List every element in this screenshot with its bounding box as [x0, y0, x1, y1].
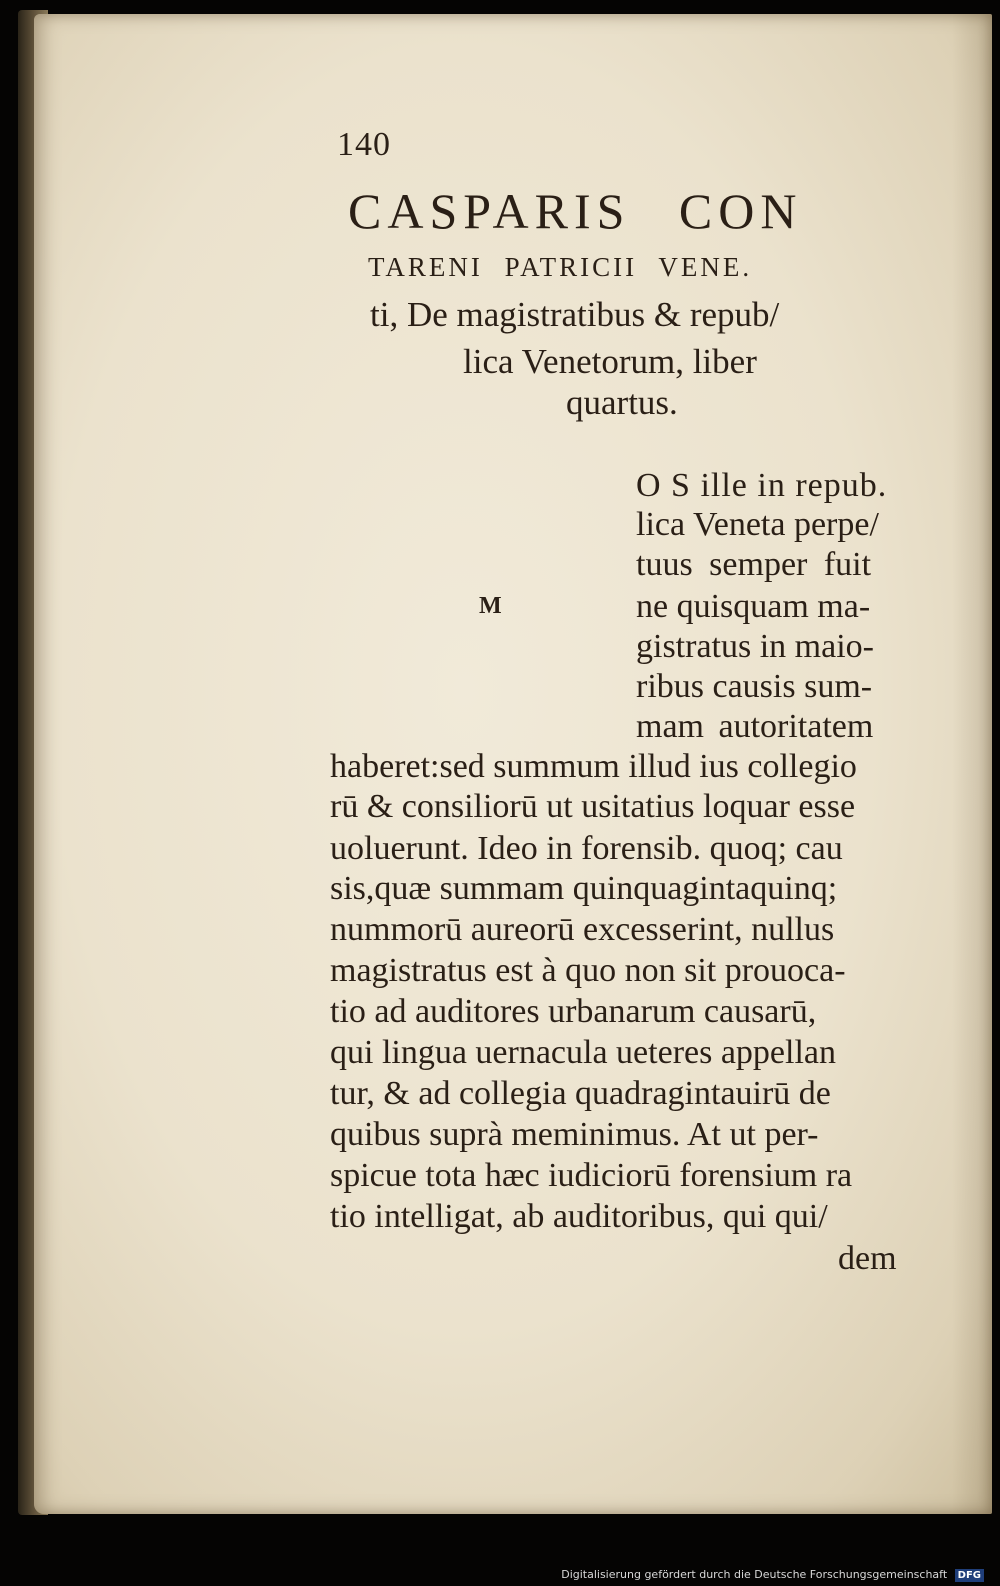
digitization-credit — [561, 1568, 984, 1582]
drop-initial-placeholder: M — [479, 593, 502, 619]
body-line: ne quisquam ma- — [636, 588, 871, 625]
body-line: tur, & ad collegia quadragintauirū de — [330, 1075, 831, 1112]
body-line: nummorū aureorū excesserint, nullus — [330, 911, 835, 948]
body-line: tuus semper fuit — [636, 546, 872, 583]
dfg-logo: DFG — [955, 1569, 984, 1582]
body-line: lica Veneta perpe/ — [636, 506, 879, 543]
body-line: qui lingua uernacula ueteres appellan — [330, 1034, 836, 1071]
body-line: sis,quæ summam quinquagintaquinq; — [330, 870, 838, 907]
page-number: 140 — [337, 126, 391, 163]
body-line: uoluerunt. Ideo in forensib. quoq; cau — [330, 830, 843, 867]
body-line: spicue tota hæc iudiciorū forensium ra — [330, 1157, 853, 1194]
credit-text: Digitalisierung gefördert durch die Deutsche Forschungsgemeinschaft — [561, 1568, 948, 1581]
gutter-shadow — [952, 14, 992, 1514]
catchword: dem — [838, 1240, 897, 1277]
chapter-heading-line-5: quartus. — [566, 383, 678, 422]
body-line: haberet:sed summum illud ius collegio — [330, 748, 857, 785]
body-line: ribus causis sum- — [636, 668, 873, 705]
body-line: mam autoritatem — [636, 708, 874, 745]
chapter-heading-line-1: CASPARIS CON — [348, 183, 803, 239]
body-line: magistratus est à quo non sit prouoca- — [330, 952, 846, 989]
chapter-heading-line-3: ti, De magistratibus & repub/ — [370, 295, 780, 334]
body-line: quibus suprà meminimus. At ut per- — [330, 1116, 819, 1153]
body-line: tio intelligat, ab auditoribus, qui qui/ — [330, 1198, 828, 1235]
body-line: O S ille in repub. — [636, 467, 888, 504]
body-line: tio ad auditores urbanarum causarū, — [330, 993, 817, 1030]
body-line: gistratus in maio- — [636, 628, 874, 665]
chapter-heading-line-2: TARENI PATRICII VENE. — [368, 252, 753, 282]
chapter-heading-line-4: lica Venetorum, liber — [463, 342, 757, 381]
body-line: rū & consiliorū ut usitatius loquar esse — [330, 788, 856, 825]
